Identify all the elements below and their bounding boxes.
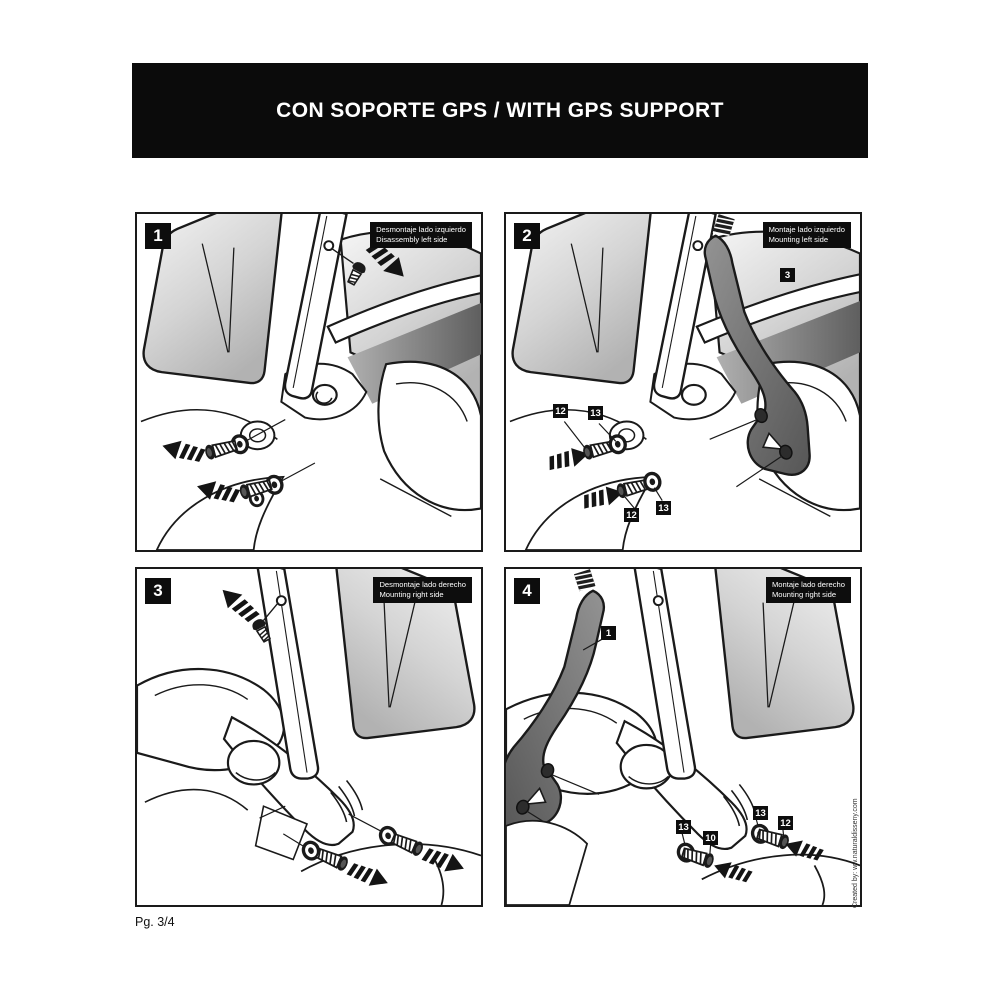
step-number-badge: 4: [514, 578, 540, 604]
part-number-badge: 13: [753, 806, 768, 820]
panel-caption: [370, 222, 472, 248]
caption-es: Montaje lado derecho: [771, 580, 845, 589]
panel-2-illustration: [506, 214, 860, 550]
striped-arrow-icon: [160, 437, 206, 466]
part-number-badge: 12: [553, 404, 568, 418]
part-number-badge: 13: [588, 406, 603, 420]
caption-es: Montaje lado izquierdo: [768, 225, 845, 234]
panel-step-3: [135, 567, 483, 907]
page-number: Pg. 3/4: [135, 915, 175, 929]
part-number-badge: 12: [624, 508, 639, 522]
lower-fairing: [506, 821, 587, 905]
step-number-badge: 2: [514, 223, 540, 249]
caption-en: Mounting left side: [768, 235, 829, 245]
step-number-badge: 1: [145, 223, 171, 249]
striped-arrow-icon: [216, 583, 262, 627]
page-header-bar: [132, 63, 868, 158]
panel-step-4: [504, 567, 862, 907]
fairing-line: [702, 855, 860, 905]
part-number-badge: 1: [601, 626, 616, 640]
headlight-cluster: [378, 362, 481, 517]
screw-icon: [756, 827, 790, 851]
panel-step-1: [135, 212, 483, 552]
step-number-badge: 3: [145, 578, 171, 604]
panel-3-illustration: [137, 569, 481, 905]
part-number-badge: 10: [703, 831, 718, 845]
screw-icon: [390, 831, 425, 857]
part-number-badge: 13: [656, 501, 671, 515]
panel-4-illustration: [506, 569, 860, 905]
part-number-badge: 3: [780, 268, 795, 282]
page-title: CON SOPORTE GPS / WITH GPS SUPPORT: [276, 98, 724, 122]
panel-caption: [766, 577, 851, 603]
caption-en: Disassembly left side: [376, 235, 448, 245]
caption-en: Mounting right side: [771, 590, 837, 600]
credit-text: Created by: ww.naturaldisseny.com: [852, 798, 859, 908]
screw-icon: [204, 438, 238, 461]
panel-caption: [373, 577, 472, 603]
screw-icon: [315, 846, 350, 872]
striped-arrow-icon: [346, 859, 392, 892]
panel-1-illustration: [137, 214, 481, 550]
panel-step-2: [504, 212, 862, 552]
part-number-badge: 13: [676, 820, 691, 834]
caption-es: Desmontaje lado izquierdo: [376, 225, 466, 234]
part-number-badge: 12: [778, 816, 793, 830]
caption-es: Desmontaje lado derecho: [379, 580, 466, 589]
panel-caption: [763, 222, 851, 248]
caption-en: Mounting right side: [379, 590, 444, 600]
